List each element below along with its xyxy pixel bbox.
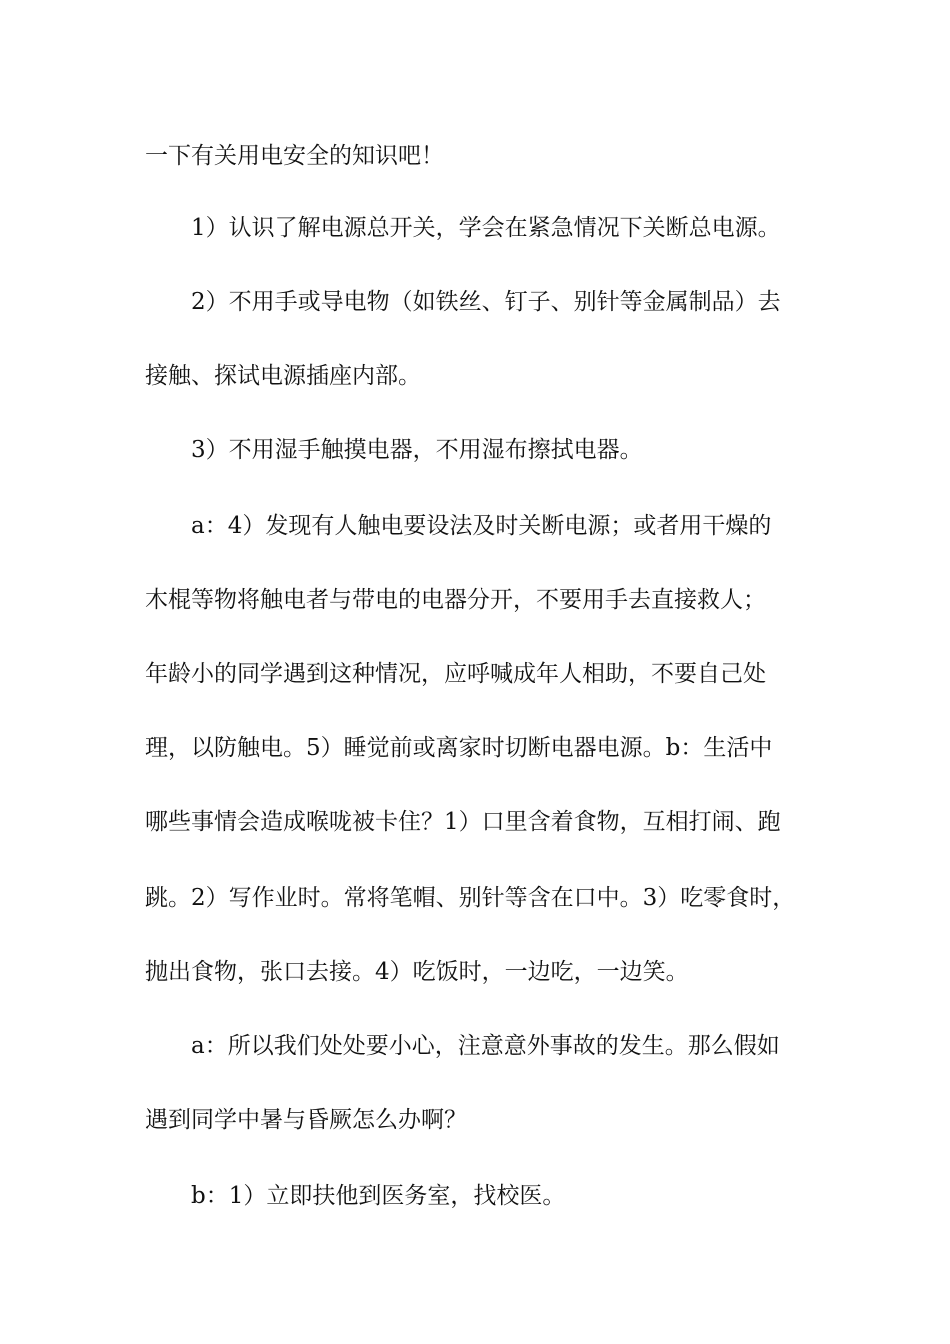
text-line: 理，以防触电。5）睡觉前或离家时切断电器电源。b：生活中 — [145, 735, 773, 761]
text-line: 抛出食物，张口去接。4）吃饭时，一边吃，一边笑。 — [145, 959, 689, 985]
text-line: a：4）发现有人触电要设法及时关断电源；或者用干燥的 — [191, 513, 772, 539]
text-line: 1）认识了解电源总开关，学会在紧急情况下关断总电源。 — [191, 215, 781, 241]
text-line: 2）不用手或导电物（如铁丝、钉子、别针等金属制品）去 — [191, 289, 781, 315]
text-line: 一下有关用电安全的知识吧！ — [145, 143, 444, 169]
text-line: 遇到同学中暑与昏厥怎么办啊？ — [145, 1107, 467, 1133]
text-line: 木棍等物将触电者与带电的电器分开，不要用手去直接救人； — [145, 587, 766, 613]
text-line: 3）不用湿手触摸电器，不用湿布擦拭电器。 — [191, 437, 643, 463]
text-line: b：1）立即扶他到医务室，找校医。 — [191, 1183, 566, 1209]
text-line: 年龄小的同学遇到这种情况，应呼喊成年人相助，不要自己处 — [145, 661, 766, 687]
text-line: 哪些事情会造成喉咙被卡住？1）口里含着食物，互相打闹、跑 — [145, 809, 781, 835]
text-line: 接触、探试电源插座内部。 — [145, 363, 421, 389]
text-line: 跳。2）写作业时。常将笔帽、别针等含在口中。3）吃零食时， — [145, 885, 796, 911]
text-line: a：所以我们处处要小心，注意意外事故的发生。那么假如 — [191, 1033, 780, 1059]
